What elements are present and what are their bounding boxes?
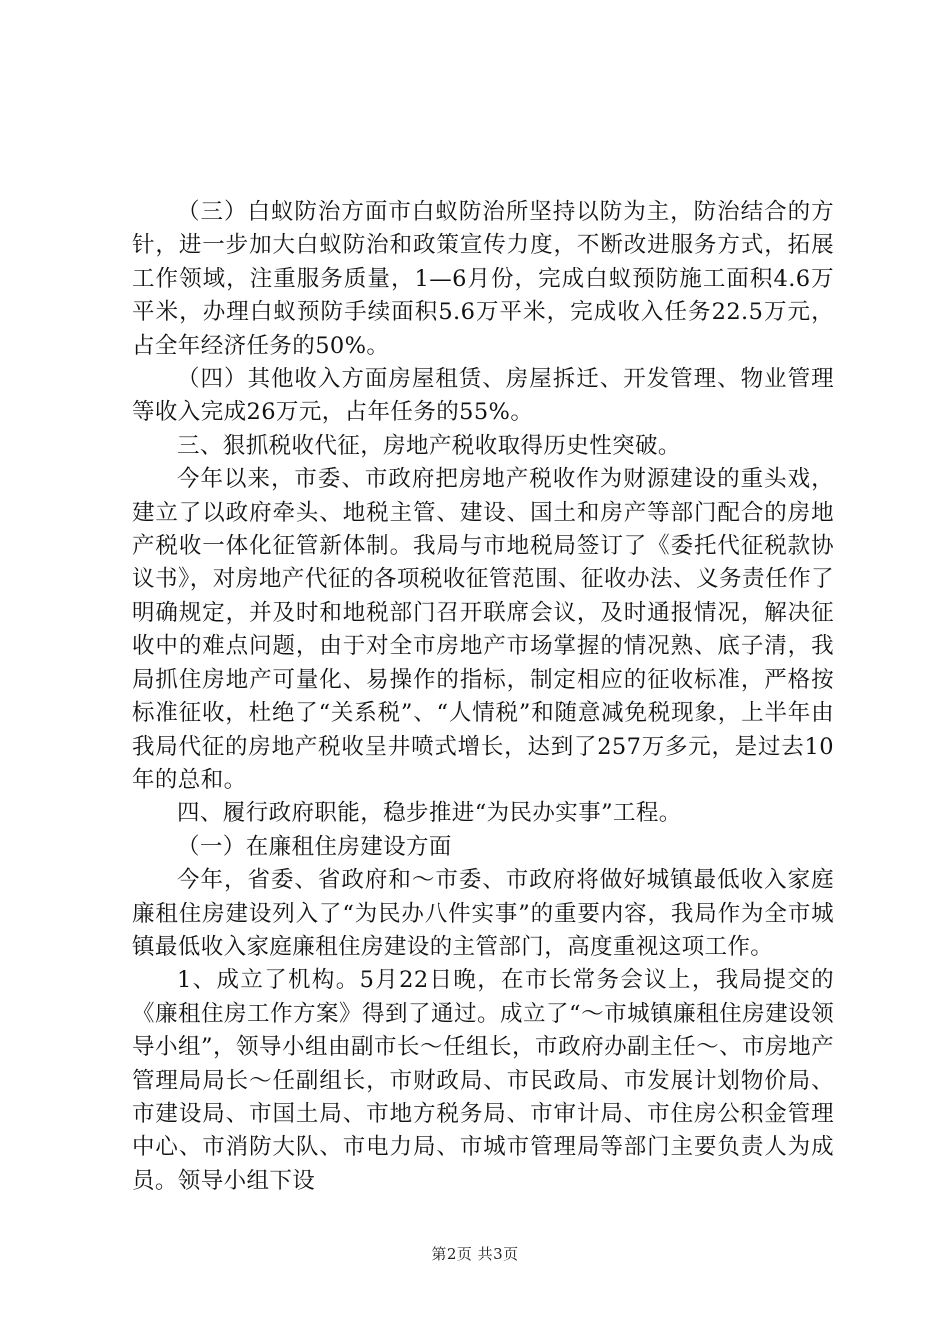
paragraph-low-rent-housing: 今年，省委、省政府和～市委、市政府将做好城镇最低收入家庭廉租住房建设列入了“为民办八件实事”的重要内容，我局作为全市城镇最低收入家庭廉租住房建设的主管部门，高度重视这项工作。 xyxy=(132,867,834,960)
paragraph-establish-organization: 1、成立了机构。5月22日晚，在市长常务会议上，我局提交的《廉租住房工作方案》得到了通过。成立了“～市城镇廉租住房建设领导小组”，领导小组由副市长～任组长，市政府办副主任～、市房地产管理局局长～任副组长，市财政局、市民政局、市发展计划物价局、市建设局、市国土局、市地方税务局、市审计局、市住房公积金管理中心、市消防大队、市电力局、市城市管理局等部门主要负责人为成员。领导小组下设 xyxy=(132,967,834,1194)
section-heading-tax-collection: 三、狠抓税收代征，房地产税收取得历史性突破。 xyxy=(177,432,681,459)
document-body xyxy=(132,196,834,1198)
subheading-low-rent-housing: （一）在廉租住房建设方面 xyxy=(177,833,452,860)
paragraph-tax-collection: 今年以来，市委、市政府把房地产税收作为财源建设的重头戏，建立了以政府牵头、地税主管、建设、国土和房产等部门配合的房地产税收一体化征管新体制。我局与市地税局签订了《委托代征税款协议书》，对房地产代征的各项税收征管范围、征收办法、义务责任作了明确规定，并及时和地税部门召开联席会议，及时通报情况，解决征收中的难点问题，由于对全市房地产市场掌握的情况熟、底子清，我局抓住房地产可量化、易操作的指标，制定相应的征收标准，严格按标准征收，杜绝了“关系税”、“人情税”和随意减免税现象，上半年由我局代征的房地产税收呈井喷式增长，达到了257万多元，是过去10年的总和。 xyxy=(132,466,834,793)
section-heading-government-duties: 四、履行政府职能，稳步推进“为民办实事”工程。 xyxy=(177,800,682,827)
paragraph-termite-control: （三）白蚁防治方面市白蚁防治所坚持以防为主，防治结合的方针，进一步加大白蚁防治和政策宣传力度，不断改进服务方式，拓展工作领域，注重服务质量，1—6月份，完成白蚁预防施工面积4.6万平米，办理白蚁预防手续面积5.6万平米，完成收入任务22.5万元，占全年经济任务的50%。 xyxy=(132,199,834,359)
page-number-indicator: 第2页 共3页 xyxy=(431,1245,519,1263)
paragraph-other-income: （四）其他收入方面房屋租赁、房屋拆迁、开发管理、物业管理等收入完成26万元，占年任务的55%。 xyxy=(132,366,834,426)
page-footer xyxy=(0,1243,950,1264)
